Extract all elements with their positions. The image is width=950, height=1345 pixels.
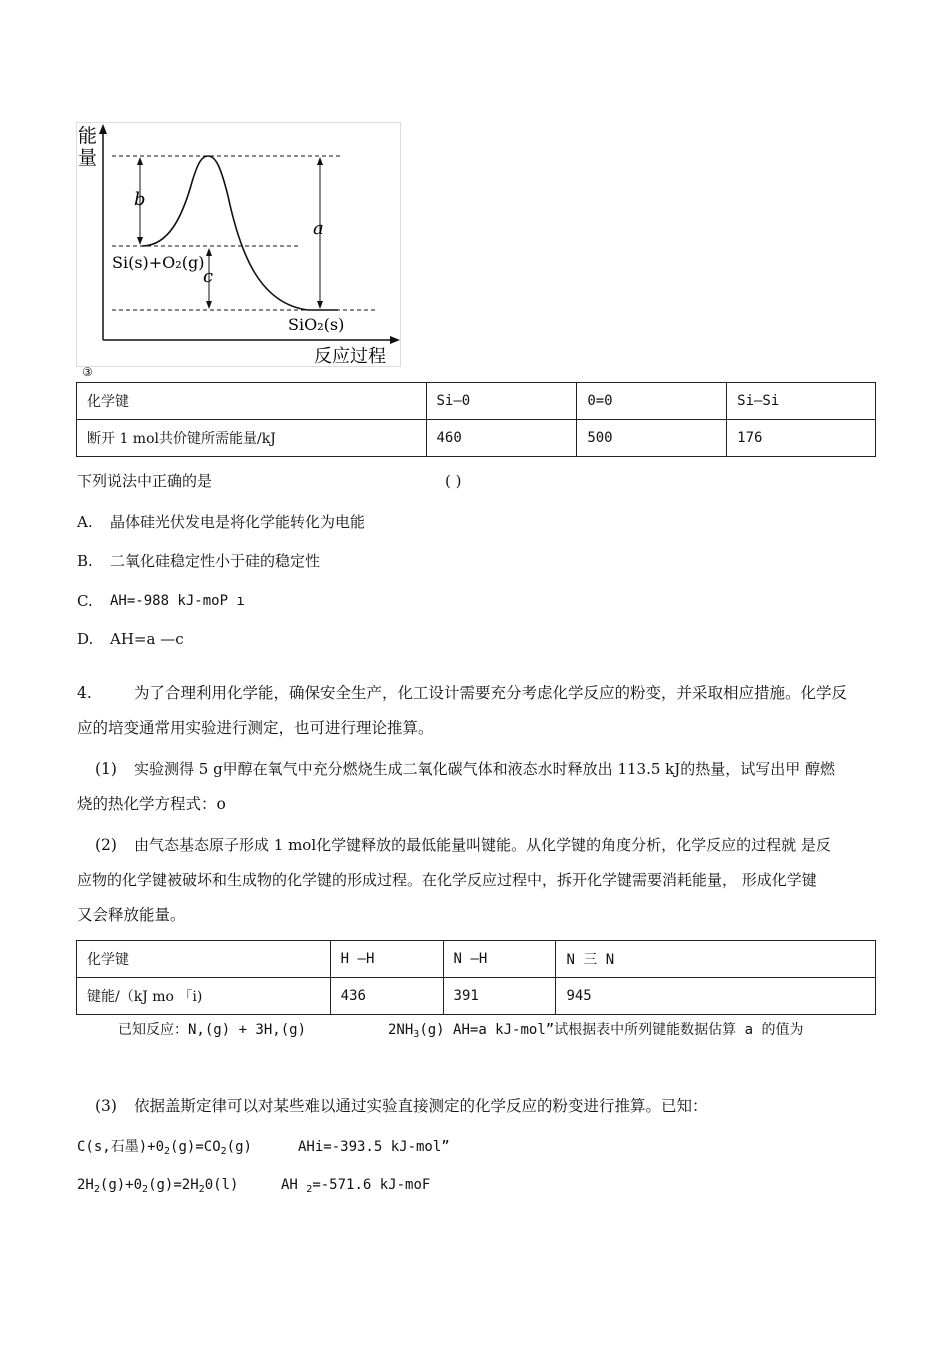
table-cell: Si—Si [727,383,876,420]
option-b-letter: B. [77,552,93,570]
arrow-c-head-up [206,248,212,256]
q4-part3-number: (3) [95,1097,117,1115]
option-c-letter: C. [77,592,93,610]
option-a-text: 晶体硅光伏发电是将化学能转化为电能 [110,513,366,531]
question-stem: 下列说法中正确的是 [77,472,213,490]
arrow-c-head-down [206,301,212,309]
table-row [77,420,876,457]
y-axis-label-line2: 量 [78,147,98,169]
option-c-text: AH=-988 kJ-moP ı [110,593,245,609]
table-cell: 键能/（kJ mo 「i) [77,978,331,1015]
equation-2: $2H_2(g)+0_2(g)=2H_20(l)$ [77,1177,239,1195]
table-cell: N —H [443,941,556,978]
label-a: a [313,218,324,239]
table-cell: H —H [330,941,443,978]
option-b-text: 二氧化硅稳定性小于硅的稳定性 [110,552,321,570]
bond-energy-table-1 [76,382,876,457]
table-cell: 500 [577,420,727,457]
figure-marker: ③ [82,365,93,379]
x-axis-arrow [390,336,400,344]
q4-part1-line2: 烧的热化学方程式：o [77,795,226,813]
arrow-a-head-down [317,301,323,309]
table-cell: 化学键 [77,383,427,420]
arrow-b-head-up [137,157,143,165]
table-cell: N 三 N [556,941,876,978]
reactants-label: Si(s)+O₂(g) [112,253,205,272]
q4-intro-line1: 为了合理利用化学能，确保安全生产，化工设计需要充分考虑化学反应的粉变，并采取相应措施。化学反 [134,684,848,702]
product-label: SiO₂(s) [288,315,345,334]
table-cell: 断开 1 mol共价键所需能量/kJ [77,420,427,457]
option-a-letter: A. [77,513,93,531]
energy-diagram [76,122,402,368]
table-cell: 460 [426,420,577,457]
table-row [77,978,876,1015]
table-cell: Si—0 [426,383,577,420]
option-d-text: AH=a —c [110,630,184,648]
equation-1-enthalpy: AHi=-393.5 kJ-mol” [298,1139,450,1155]
arrow-a-head-up [317,157,323,165]
diagram-frame [77,123,401,367]
q4-part2-line2: 应物的化学键被破坏和生成物的化学键的形成过程。在化学反应过程中，拆开化学键需要消耗能量， 形成化学键 [77,871,817,889]
answer-parentheses: ( ) [445,472,462,490]
table-cell: 化学键 [77,941,331,978]
label-b: b [134,189,146,210]
table-cell: 391 [443,978,556,1015]
table-cell: 176 [727,420,876,457]
table-row [77,383,876,420]
table-row [77,941,876,978]
table-cell: 945 [556,978,876,1015]
q4-part1-line1: 实验测得 5 g甲醇在氧气中充分燃烧生成二氧化碳气体和液态水时释放出 113.5 kJ的热量，试写出甲 醇燃 [134,760,836,778]
label-c: c [203,266,214,287]
q4-part2-number: (2) [95,836,117,854]
equation-1: C(s,石墨)$+0_2(g)=CO_2(g)$ [77,1139,252,1157]
table-cell: 0=0 [577,383,727,420]
q4-number: 4. [77,684,92,702]
table-cell: 436 [330,978,443,1015]
reaction-curve [142,156,338,310]
y-axis-arrow [99,124,107,134]
q4-part2-line3: 又会释放能量。 [77,906,186,924]
y-axis-label-line1: 能 [78,125,98,147]
arrow-b-head-down [137,237,143,245]
q4-part3-text: 依据盖斯定律可以对某些难以通过实验直接测定的化学反应的粉变进行推算。已知： [134,1097,708,1115]
option-d-letter: D. [77,630,94,648]
x-axis-label: 反应过程 [314,346,386,367]
q4-part1-number: (1) [95,760,117,778]
reaction-right: $2NH_3(g)$ AH=a kJ-mol”试根据表中所列键能数据估算 a 的值为 [388,1022,804,1040]
equation-2-enthalpy: AH $_2$=-571.6 kJ-moF [281,1177,431,1195]
q4-part2-line1: 由气态基态原子形成 1 mol化学键释放的最低能量叫键能。从化学键的角度分析，化学反应的过程就 是反 [134,836,831,854]
reaction-left: 已知反应：N,(g) + 3H,(g) [118,1022,307,1038]
q4-intro-line2: 应的培变通常用实验进行测定，也可进行理论推算。 [77,719,434,737]
bond-energy-table-2 [76,940,876,1015]
